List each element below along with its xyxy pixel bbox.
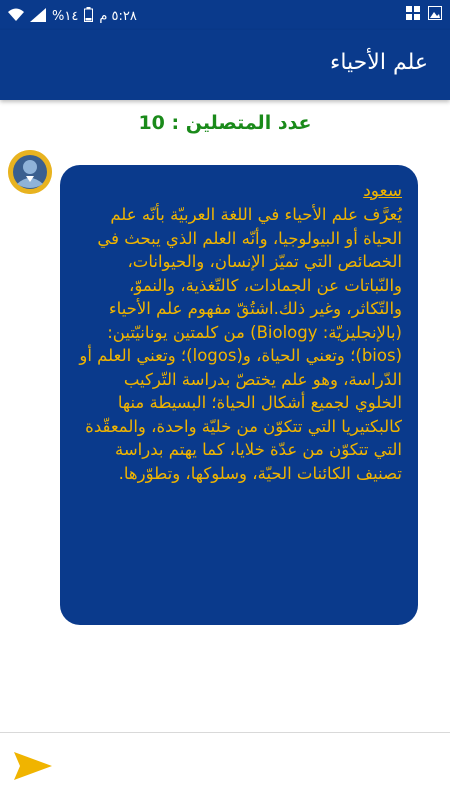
status-right bbox=[406, 6, 442, 24]
input-divider bbox=[0, 732, 450, 733]
send-button[interactable] bbox=[12, 748, 54, 784]
send-icon bbox=[12, 769, 54, 788]
status-left bbox=[8, 7, 137, 26]
image-icon bbox=[428, 6, 442, 24]
grid-icon bbox=[406, 6, 420, 24]
battery-percent: ١٤% bbox=[52, 9, 79, 24]
online-count: عدد المتصلين : 10 bbox=[138, 112, 312, 134]
app-bar bbox=[0, 30, 450, 100]
page-title: علم الأحياء bbox=[330, 50, 428, 75]
signal-icon bbox=[30, 8, 46, 26]
message-text: يُعرَّف علم الأحياء في اللغة العربيّة بأنّه علم الحياة أو البيولوجيا، وأنّه العلم الذي يبحث في الخصائص التي تميّز الإنسان، والحيوانات، والنّباتات عن الجمادات، كالتّغذية، والنموّ، والتّكاثر، وغير ذلك.اشتُقّ مفهوم علم الأحياء (بالإنجليزيّة: Biology) من كلمتين يونانيّتين: (bios)؛ وتعني الحياة، و(logos)؛ وتعني العلم أو الدّراسة، وهو علم يختصّ بدراسة التّركيب الخلوي لجميع أشكال الحياة؛ البسيطة منها كالبكتيريا التي تتكوّن من خليّة واحدة، والمعقّدة التي تتكوّن من عدّة خلايا، كما يهتم بدراسة تصنيف الكائنات الحيّة، وسلوكها، وتطوّرها. bbox=[79, 205, 402, 483]
message-bubble bbox=[60, 165, 418, 625]
clock: ٥:٢٨ م bbox=[99, 9, 137, 24]
battery-icon bbox=[84, 7, 93, 26]
wifi-icon bbox=[8, 8, 24, 25]
user-avatar-icon[interactable] bbox=[8, 150, 52, 194]
message-sender: سعود bbox=[363, 181, 402, 201]
status-bar bbox=[0, 0, 450, 30]
